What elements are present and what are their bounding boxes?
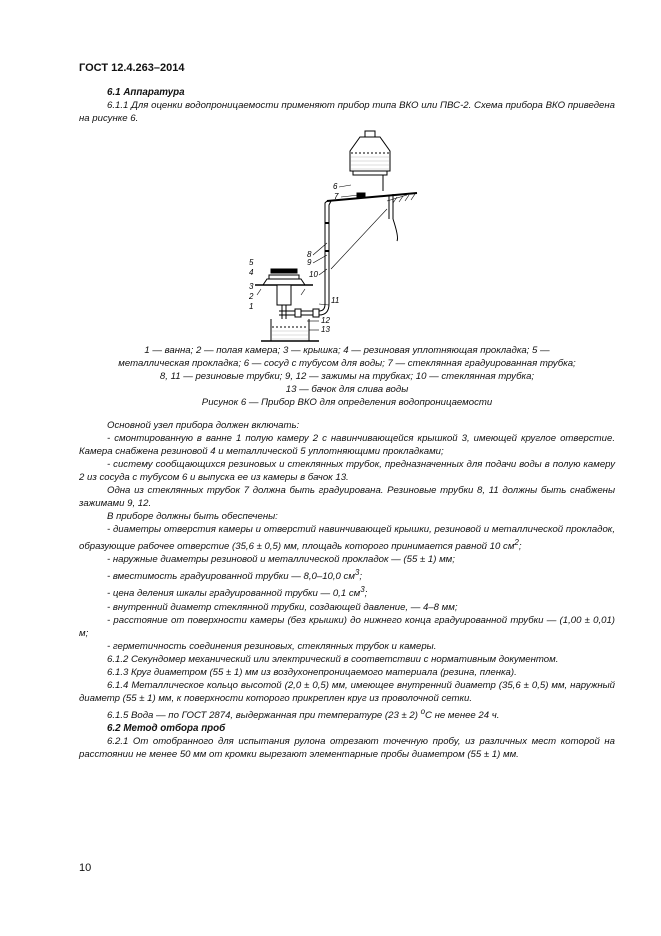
- label-4: 4: [249, 268, 254, 277]
- section-6-1-title: 6.1 Аппаратура: [107, 87, 185, 98]
- body-paragraph: Основной узел прибора должен включать:: [107, 420, 300, 431]
- superscript: о: [420, 706, 426, 716]
- body-paragraph: [79, 523, 615, 553]
- label-2: 2: [249, 292, 254, 301]
- shelf-drawing: [327, 193, 417, 203]
- text-run: ;: [364, 588, 368, 600]
- figure-legend-line-1: 1 — ванна; 2 — полая камера; 3 — крышка; 4 — резиновая уплотняющая прокладка; 5 —: [144, 345, 550, 356]
- label-11: 11: [331, 296, 340, 305]
- body-paragraph: - внутренний диаметр стеклянной трубки, создающей давление, — 4–8 мм;: [107, 601, 458, 613]
- label-7: 7: [334, 192, 339, 201]
- superscript: 3: [360, 585, 365, 595]
- body-paragraph: - систему сообщающихся резиновых и стеклянных трубок, предназначенных для подачи воды в полую камеру 2 из сосуда с тубусом 6 и выпуска ее из камеры в бачок 13.: [79, 459, 615, 483]
- text-run: С не менее 24 ч.: [425, 709, 500, 721]
- label-9: 9: [307, 258, 312, 267]
- paragraph-6-2-1: 6.2.1 От отобранного для испытания рулона отрезают точечную пробу, из различных мест которой на расстоянии не менее 50 мм от кромки вырезают элементарные пробы диаметром (55 ± 1) мм.: [79, 735, 615, 760]
- body-paragraph: Одна из стеклянных трубок 7 должна быть градуирована. Резиновые трубки 8, 11 должны быть снабжены зажимами 9, 12.: [79, 485, 615, 509]
- figure-caption: Рисунок 6 — Прибор ВКО для определения водопроницаемости: [201, 397, 493, 408]
- text-run: - цена деления шкалы градуированной трубки — 0,1 см: [107, 588, 361, 600]
- body-paragraph: 6.1.2 Секундомер механический или электрический в соответствии с нормативным документом.: [107, 653, 559, 665]
- label-5: 5: [249, 258, 254, 267]
- label-8: 8: [307, 250, 312, 259]
- body-paragraph: - смонтированную в ванне 1 полую камеру 2 с навинчивающейся крышкой 3, имеющей круглое отверстие. Камера снабжена резиновой 4 и металлической 5 уплотняющими прокладками;: [79, 433, 615, 457]
- body-paragraph: [79, 705, 615, 722]
- figure-legend-line-3: 8, 11 — резиновые трубки; 9, 12 — зажимы на трубках; 10 — стеклянная трубка;: [159, 371, 535, 382]
- text-run: ;: [518, 541, 522, 553]
- label-3: 3: [249, 282, 254, 291]
- text-run: ;: [359, 571, 363, 583]
- label-6: 6: [333, 182, 338, 191]
- body-paragraph: - расстояние от поверхности камеры (без крышки) до нижнего конца градуированной трубки — (1,00 ± 0,01) м;: [79, 614, 615, 639]
- text-run: 6.1.5 Вода — по ГОСТ 2874, выдержанная при температуре (23 ± 2): [107, 709, 421, 721]
- superscript: 3: [354, 568, 360, 578]
- body-paragraph: [79, 583, 615, 600]
- superscript: 2: [514, 538, 519, 547]
- leader-lines: [307, 185, 359, 330]
- body-paragraph: 6.1.3 Круг диаметром (55 ± 1) мм из воздухонепроницаемого материала (резина, пленка).: [107, 666, 517, 678]
- body-paragraph: - наружные диаметры резиновой и металлической прокладок — (55 ± 1) мм;: [107, 554, 455, 566]
- label-10: 10: [309, 270, 318, 279]
- document-id: ГОСТ 12.4.263–2014: [79, 62, 185, 74]
- text-run: - диаметры отверстия камеры и отверстий навинчивающей крышки, резиновой и металлической прокладок, образующие рабочее отверстие (35,6 ± 0,5) мм, площадь которого принимается равной 10 см: [79, 524, 615, 553]
- label-13: 13: [321, 325, 330, 334]
- label-12: 12: [321, 316, 330, 325]
- body-paragraph: - герметичность соединения резиновых, стеклянных трубок и камеры.: [107, 640, 437, 652]
- body-paragraph: [79, 566, 615, 583]
- paragraph-6-1-1: 6.1.1 Для оценки водопроницаемости применяют прибор типа ВКО или ПВС-2. Схема прибора ВКО приведена на рисунке 6.: [79, 100, 615, 124]
- figure-legend-line-2: металлическая прокладка; 6 — сосуд с тубусом для воды; 7 — стеклянная градуированная трубка;: [118, 358, 576, 369]
- apparatus-diagram: [247, 129, 447, 344]
- page-content: [79, 86, 615, 761]
- text-run: - вместимость градуированной трубки — 8,0–10,0 см: [107, 571, 355, 583]
- body-paragraph: 6.1.4 Металлическое кольцо высотой (2,0 ± 0,5) мм, имеющее внутренний диаметр (35,6 ± 0,5) мм, наружный диаметр (55 ± 1) мм, к поверхности которого прикреплен круг из проволочной сетки.: [79, 679, 615, 704]
- page-number: 10: [79, 862, 92, 874]
- vessel-6-drawing: [350, 131, 390, 191]
- body-paragraph: В приборе должны быть обеспечены:: [107, 511, 278, 522]
- label-1: 1: [249, 302, 254, 311]
- section-6-2-title: 6.2 Метод отбора проб: [107, 722, 226, 734]
- figure-legend-line-4: 13 — бачок для слива воды: [285, 384, 409, 395]
